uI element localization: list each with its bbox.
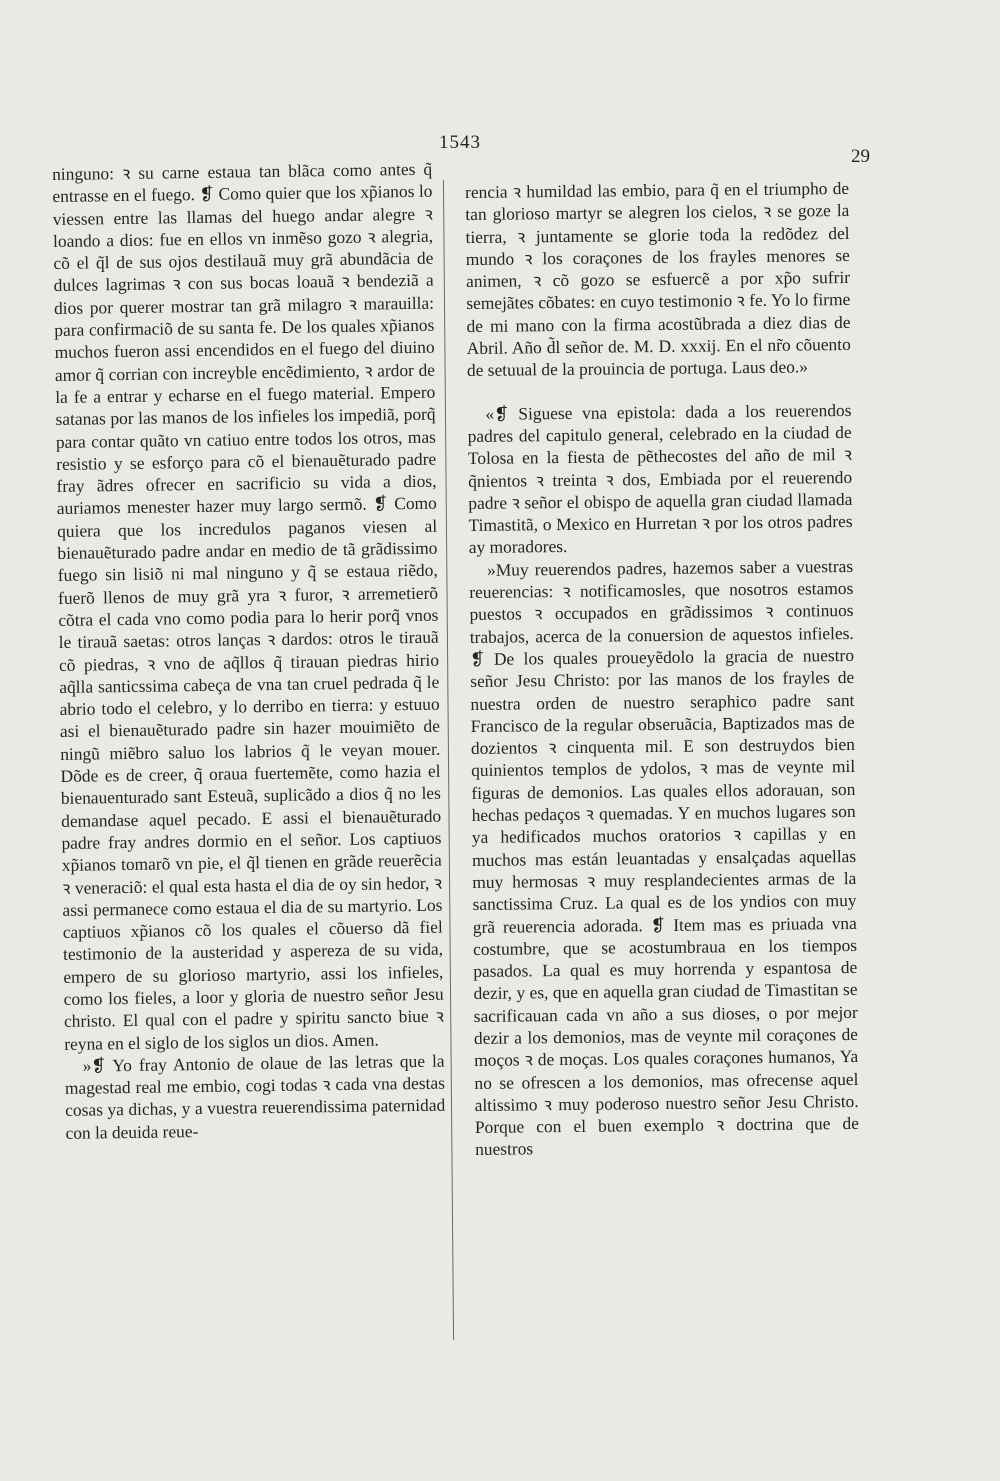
left-column [52, 158, 446, 1144]
right-column [465, 177, 859, 1161]
right-paragraph-1: rencia ꝛ humildad las embio, para q̃ en el triumpho de tan glorioso martyr se alegren los cielos, ꝛ se goze la tierra, ꝛ juntamente se glorie toda la redõdez del mundo ꝛ los coraçones de los frayles menores se animen, ꝛ cõ gozo se esfuercẽ a por xp̃o sufrir semejãtes cõbates: en cuyo testimonio ꝛ fe. Yo lo firme de mi mano con la firma acostũbrada a diez dias de Abril. Año d̃l señor de. M. D. xxxij. En el nr̃o cõuento de setuual de la prouincia de portuga. Laus deo.» [465, 177, 851, 381]
left-paragraph-2: »❡ Yo fray Antonio de olaue de las letras que la magestad real me embio, cogi todas ꝛ cada vna destas cosas ya dichas, y a vuestra reuerendissima paternidad con la deuida reue- [64, 1050, 446, 1143]
right-paragraph-2: «❡ Siguese vna epistola: dada a los reuerendos padres del capitulo general, celebrado en la ciudad de Tolosa en la fiesta de pẽthecostes del año de mil ꝛ q̃nientos ꝛ treinta ꝛ dos, Embiada por el reuerendo padre ꝛ señor el obispo de aquella gran ciudad llamada Timastitã, o Mexico en Hurretan ꝛ por los otros padres ay moradores. [467, 399, 853, 558]
left-paragraph-1: ninguno: ꝛ su carne estaua tan blãca como antes q̃ entrasse en el fuego. ❡ Como quier que los xp̃ianos lo viessen entre las llamas del huego andar alegre ꝛ loando a dios: fue en ellos vn inmẽso gozo ꝛ alegria, cõ el q̃l de sus ojos destilauã muy grã abundãcia de dulces lagrimas ꝛ con sus bocas loauã ꝛ bendeziã a dios por querer mostrar tan grã milagro ꝛ marauilla: para confirmaciõ de su santa fe. De los quales xp̃ianos muchos fueron assi encendidos en el fuego del diuino amor q̃ corrian con increyble encẽdimiento, ꝛ ardor de la fe a entrar y echarse en el fuego material. Empero satanas por las manos de los infieles los impediã, porq̃ para contar quãto vn catiuo entre todos los otros, mas resistio y se esforço para cõ el bienauẽturado padre fray ãdres ofrecer en sacrificio su vida a dios, auriamos menester hazer muy largo sermõ. ❡ Como quiera que los incredulos paganos viesen al bienauẽturado padre andar en medio de tã grãdissimo fuego sin lisiõ ni mal ninguno y q̃ se estaua riẽdo, fuerõ llenos de muy grã yra ꝛ furor, ꝛ arremetierõ cõtra el cada vno como podia para lo herir porq̃ vnos le tirauã saetas: otros lanças ꝛ dardos: otros le tirauã cõ piedras, ꝛ vno de aq̃llos q̃ tirauan piedras hirio aq̃lla santicssima cabeça de vna tan cruel pedrada q̃ le abrio todo el celebro, y lo derribo en tierra: y estuuo asi el bienauẽturado padre sin hazer mouimiẽto de ningũ miẽbro saluo los labrios q̃ le veyan mouer. Dõde es de creer, q̃ oraua fuertemẽte, como hazia el bienauenturado sant Esteuã, suplicãdo a dios q̃ no les demandase aquel pecado. E assi el bienauẽturado padre fray andres dormio en el señor. Los captiuos xp̃ianos tomarõ vn pie, el q̃l tienen en grãde reuerẽcia ꝛ veneraciõ: el qual esta hasta el dia de oy sin hedor, ꝛ assi permanece como estaua el dia de su martyrio. Los captiuos xp̃ianos cõ los quales el cõuerso dã fiel testimonio de la austeridad y aspereza de su vida, empero de su glorioso martyrio, assi los infieles, como los fieles, a loor y gloria de nuestro señor Jesu christo. El qual con el padre y spiritu sancto biue ꝛ reyna en el siglo de los siglos un dios. Amen. [52, 158, 445, 1054]
folio-number: 29 [851, 146, 870, 167]
column-divider [443, 180, 454, 1340]
page-year-heading: 1543 [439, 132, 481, 153]
right-paragraph-3: »Muy reuerendos padres, hazemos saber a vuestras reuerencias: ꝛ notificamosles, que nosotros estamos puestos ꝛ occupados en grãdissimos ꝛ continuos trabajos, acerca de la conuersion de aquestos infieles. ❡ De los quales proueyẽdolo la gracia de nuestro señor Jesu Christo: por las manos de los frayles de nuestra orden de nuestro seraphico padre sant Francisco de la regular obseruãcia, Baptizados mas de dozientos ꝛ cinquenta mil. E son destruydos bien quinientos templos de ydolos, ꝛ mas de veynte mil figuras de demonios. Las quales ellos adorauan, son hechas pedaços ꝛ quemadas. Y en muchos lugares son ya hedificados muchos oratorios ꝛ capillas y en muchos mas están leuantadas y ensalçadas aquellas muy hermosas ꝛ muy resplandecientes armas de la sanctissima Cruz. La qual es de los yndios con muy grã reuerencia adorada. ❡ Item mas es priuada vna costumbre, que se acostumbraua en los tiempos pasados. La qual es muy horrenda y espantosa de dezir, y es, que en aquella gran ciudad de Timastitan se sacrificauan cada vn año a sus dioses, o por mejor dezir a los demonios, mas de veynte mil coraçones de moços ꝛ de moças. Los quales coraçones humanos, Ya no se ofrescen a los demonios, mas ofrecense aquel altissimo ꝛ muy poderoso nuestro señor Jesu Christo. Porque con el buen exemplo ꝛ doctrina que de nuestros [469, 555, 859, 1160]
